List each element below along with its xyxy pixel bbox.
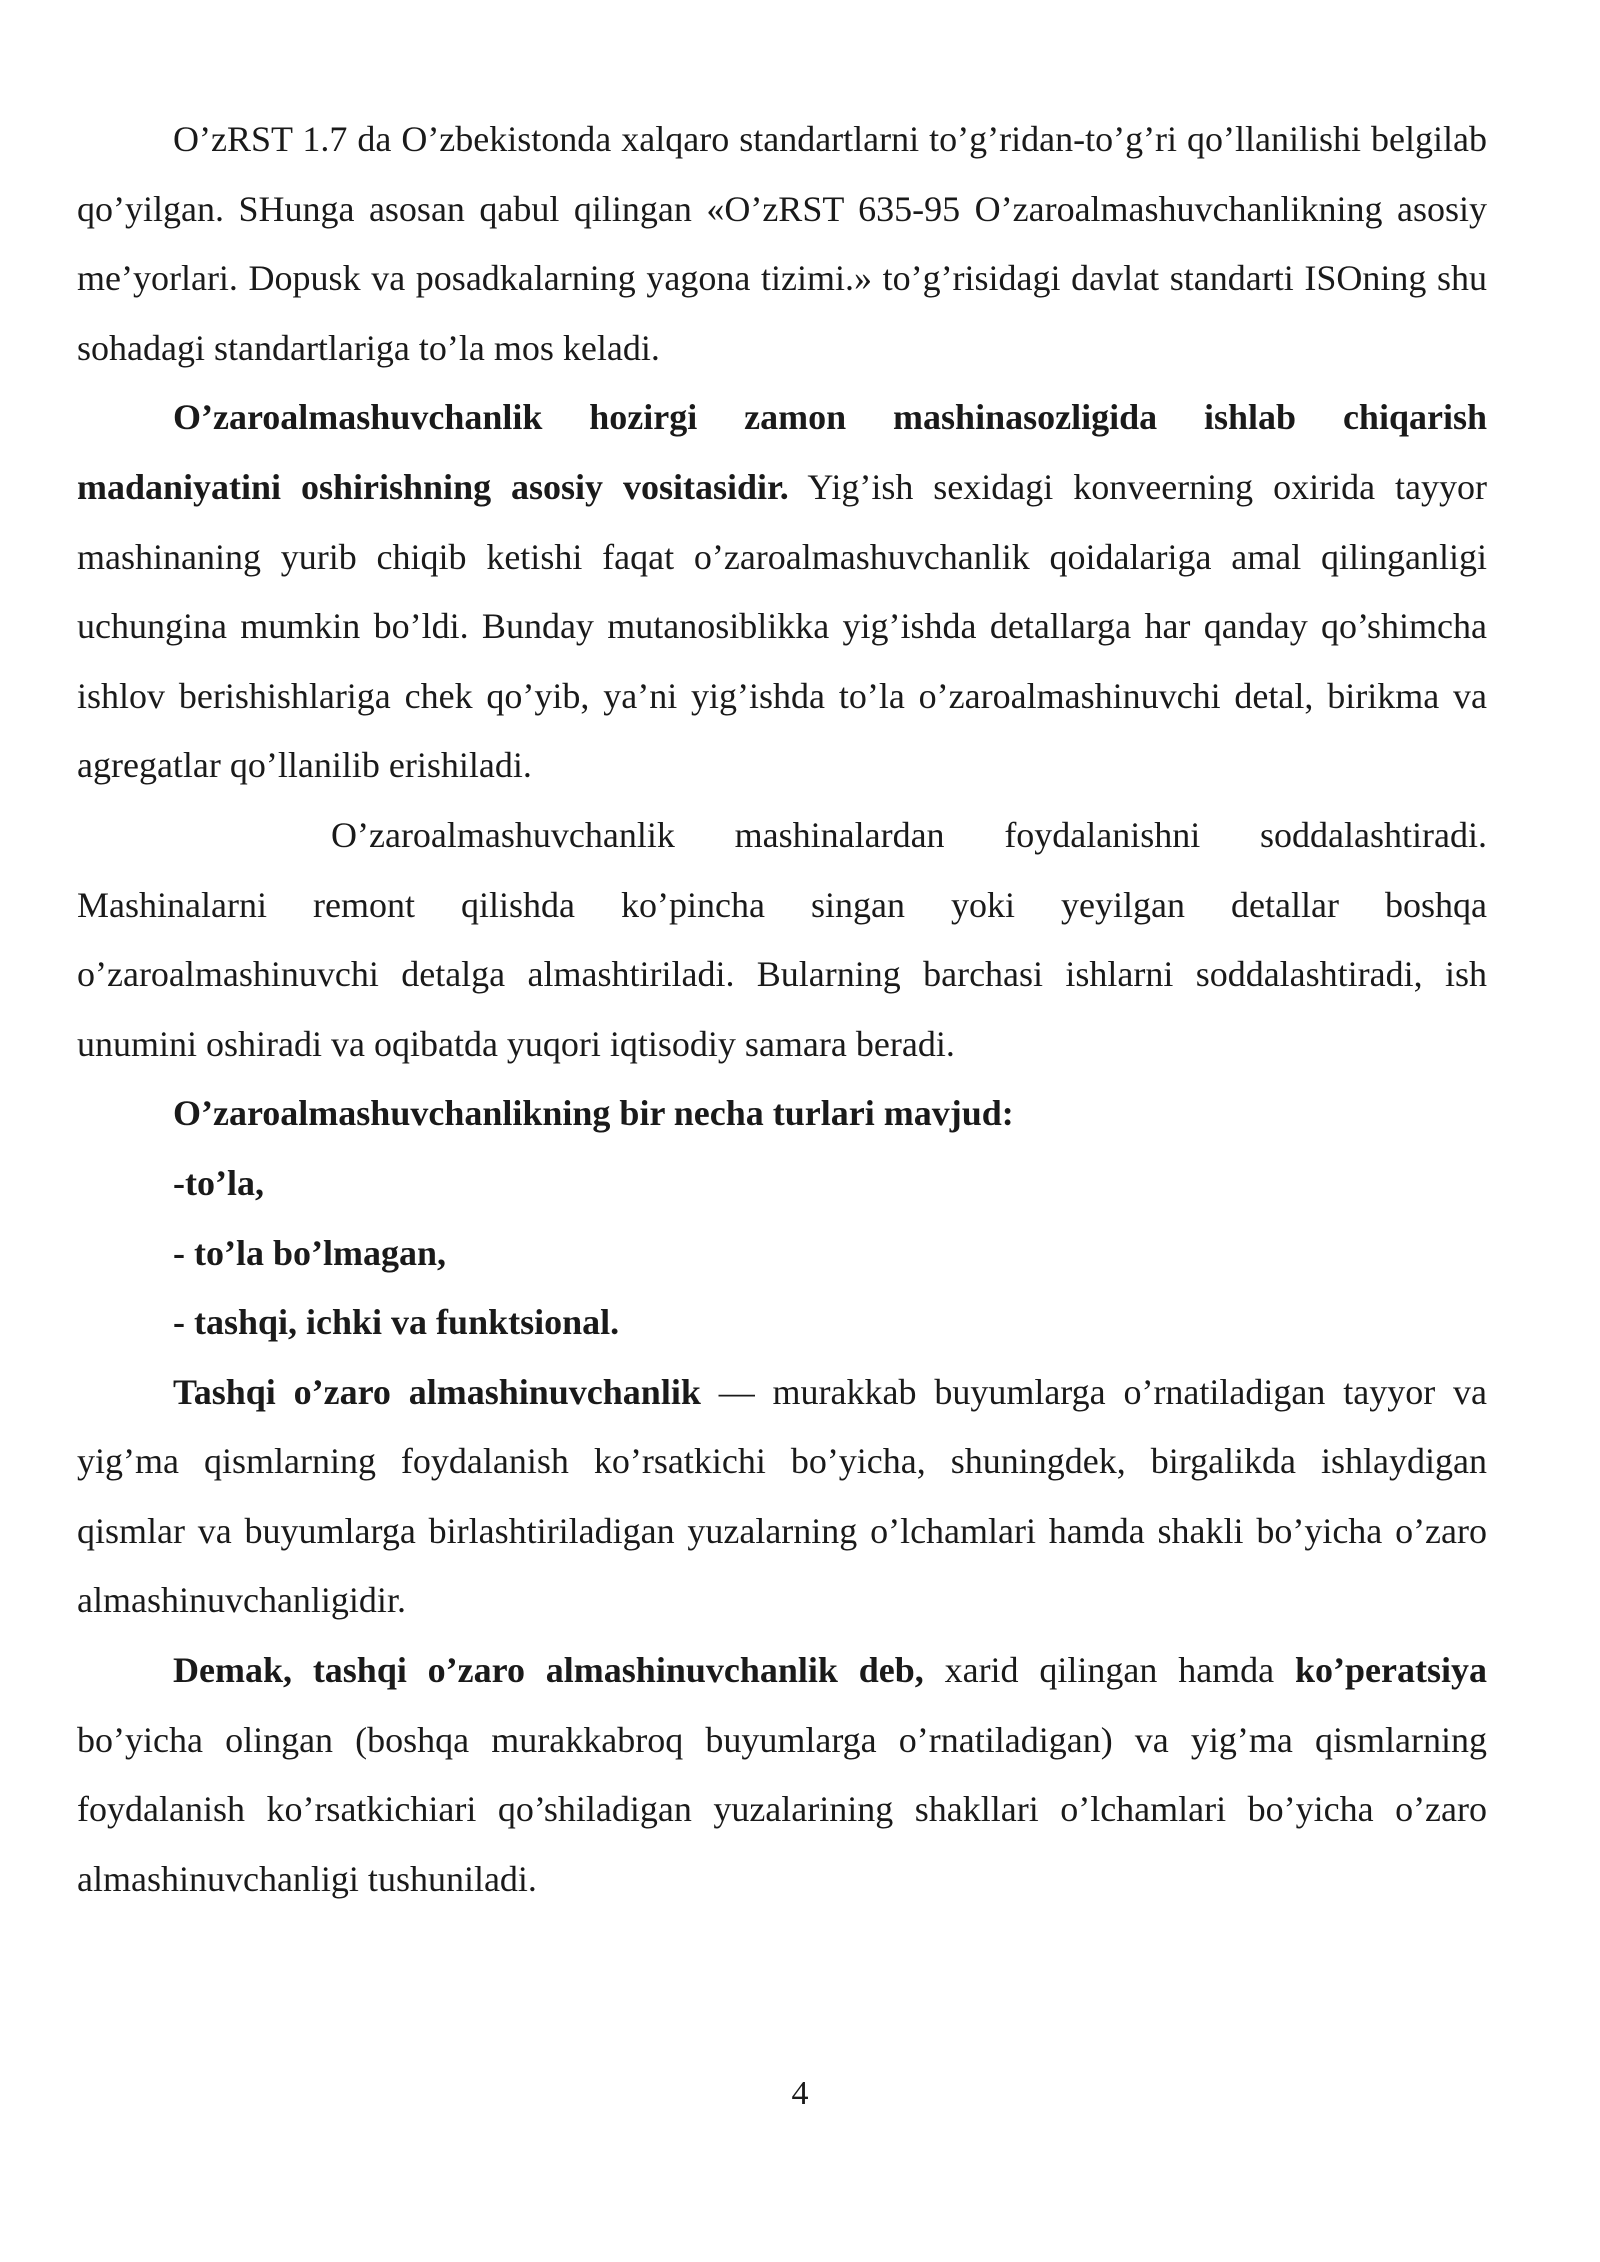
type-item-external-internal: - tashqi, ichki va funktsional. — [173, 1302, 620, 1343]
page-number: 4 — [791, 2075, 809, 2112]
paragraph-simplifies-use — [77, 801, 1487, 1079]
paragraph-external-definition — [77, 1358, 1487, 1636]
paragraph-simplifies-text: O’zaroalmashuvchanlik mashinalardan foydalanishni soddalashtiradi. Mashinalarni remont qilishda ko’pincha singan yoki yeyilgan detallar boshqa o’zaroalmashinuvchi detalga almashtiriladi. Bularning barchasi ishlarni soddalashtiradi, ish unumini oshiradi va oqibatda yuqori iqtisodiy samara beradi. — [77, 814, 1487, 1064]
conclusion-lead-bold: Demak, tashqi o’zaro almashinuvchanlik deb, — [173, 1650, 924, 1691]
document-body — [77, 105, 1487, 1914]
term-cooperation: ko’peratsiya — [1294, 1650, 1487, 1691]
conclusion-text-1: xarid qilingan hamda — [923, 1650, 1295, 1691]
conclusion-text-2: bo’yicha olingan (boshqa murakkabroq buyumlarga o’rnatiladigan) va yig’ma qismlarning foydalanish ko’rsatkichiari qo’shiladigan yuzalarining shakllari o’lchamlari bo’yicha o’zaro almashinuvchanligi tushuniladi. — [77, 1719, 1487, 1899]
paragraph-conclusion — [77, 1636, 1487, 1914]
type-item-full: -to’la, — [173, 1162, 264, 1203]
types-heading: O’zaroalmashuvchanlikning bir necha turlari mavjud: — [173, 1093, 1014, 1134]
paragraph-interchangeability-culture — [77, 383, 1487, 801]
paragraph-body-text: Yig’ish sexidagi konveerning oxirida tayyor mashinaning yurib chiqib ketishi faqat o’zaroalmashuvchanlik qoidalariga amal qilinganligi uchungina mumkin bo’ldi. Bunday mutanosiblikka yig’ishda detallarga har qanday qo’shimcha ishlov berishishlariga chek qo’yib, ya’ni yig’ishda to’la o’zaroalmashinuvchi detal, birikma va agregatlar qo’llanilib erishiladi. — [77, 466, 1487, 786]
paragraph-standards — [77, 105, 1487, 383]
paragraph-lead-bold: O’zaroalmashuvchanlik hozirgi zamon mashinasozligida ishlab chiqarish madaniyatini oshirishning asosiy vositasidir. — [77, 397, 1487, 507]
paragraph-standards-text: O’zRST 1.7 da O’zbekistonda xalqaro standartlarni to’g’ridan-to’g’ri qo’llanilishi belgilab qo’yilgan. SHunga asosan qabul qilingan «O’zRST 635-95 O’zaroalmashuvchanlikning asosiy me’yorlari. Dopusk va posadkalarning yagona tizimi.» to’g’risidagi davlat standarti ISOning shu sohadagi standartlariga to’la mos keladi. — [77, 119, 1487, 368]
definition-text: — murakkab buyumlarga o’rnatiladigan tayyor va yig’ma qismlarning foydalanish ko’rsatkichi bo’yicha, shuningdek, birgalikda ishlaydigan qismlar va buyumlarga birlashtiriladigan yuzalarning o’lchamlari hamda shakli bo’yicha o’zaro almashinuvchanligidir. — [77, 1371, 1487, 1621]
type-item-incomplete: - to’la bo’lmagan, — [173, 1232, 446, 1273]
term-external-interchangeability: Tashqi o’zaro almashinuvchanlik — [173, 1371, 701, 1412]
